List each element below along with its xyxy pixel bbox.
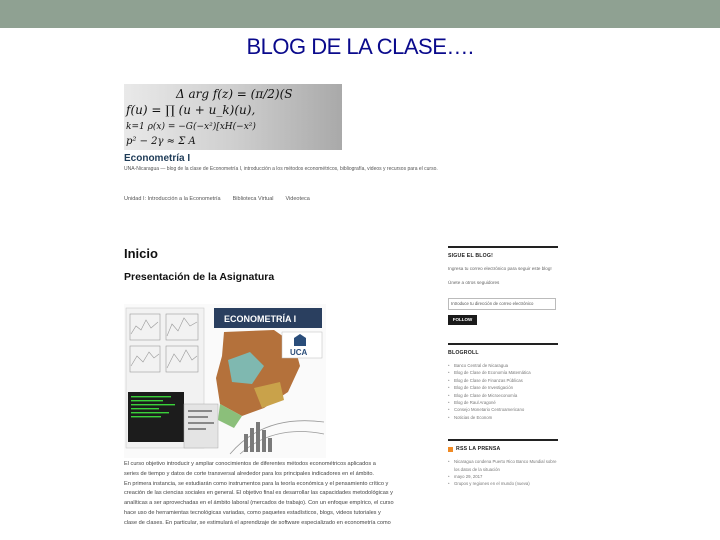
sidebar-divider: [448, 246, 558, 248]
blog-header-banner[interactable]: [124, 84, 342, 150]
email-field[interactable]: Introduce tu dirección de correo electrónico: [448, 298, 556, 310]
slide-title: BLOG DE LA CLASE….: [246, 34, 474, 59]
banner-formula-line: Δ arg f(z) = (π/2)(S: [176, 87, 293, 101]
page-heading: Inicio: [124, 246, 158, 261]
post-title[interactable]: Presentación de la Asignatura: [124, 271, 275, 283]
rss-icon: [448, 447, 453, 452]
collage-graphic: [124, 304, 326, 458]
sidebar-divider: [448, 439, 558, 441]
blog-name[interactable]: Econometría I: [124, 153, 191, 164]
rss-item[interactable]: • Grupos y regiones en el mundo (nueva): [448, 480, 558, 487]
collage-badge-text: ECONOMETRÍA I: [224, 314, 297, 324]
banner-formula-line: p² − 2γ ≈ Σ A: [126, 136, 196, 147]
blog-description: UNA-Nicaragua — blog de la clase de Econometría I, introducción a los métodos econométricos, bibliografía, videos y recursos para el curso.: [124, 166, 438, 172]
banner-formula-line: f(u) = ∏ (u + u_k)(u),: [126, 103, 256, 117]
sidebar-divider: [448, 343, 558, 345]
collage-logo-text: UCA: [290, 348, 308, 357]
post-paragraph-line: clase de clases. En particular, se estimulará el aprendizaje de software especializado en econometría como: [124, 519, 391, 526]
nav-item-unidad-i[interactable]: Unidad I: Introducción a la Econometría: [124, 196, 221, 202]
rss-title-text: RSS LA PRENSA: [456, 446, 501, 453]
rss-item-date: • mayo 29, 2017: [448, 473, 558, 480]
rss-list: [448, 458, 558, 488]
blogroll-link[interactable]: • Blog de Raul Aragoné: [448, 399, 558, 406]
nav-item-biblioteca[interactable]: Biblioteca Virtual: [232, 196, 274, 202]
sidebar: [448, 246, 558, 488]
post-image-collage[interactable]: [124, 304, 326, 458]
blogroll-link[interactable]: • Blog de Clase de Microeconomía: [448, 392, 558, 399]
formula-banner-graphic: [124, 84, 342, 150]
blogroll-title: BLOGROLL: [448, 350, 479, 356]
sidebar-followers-text: Únete a otros seguidores: [448, 280, 500, 285]
main-content: [124, 246, 434, 283]
blogroll-link[interactable]: • Blog de Clase de Investigación: [448, 384, 558, 391]
blogroll-list: [448, 362, 558, 421]
post-paragraph-line: series de tiempo y datos de corte transversal alrededor para los principales indicadores en el ámbito.: [124, 470, 374, 477]
blogroll-link[interactable]: • Blog de Clase de Finanzas Públicas: [448, 377, 558, 384]
rss-item[interactable]: • Nicaragua condena Puerto Rico Banco Mundial sobre los datos de la situación: [448, 458, 558, 473]
blogroll-link[interactable]: • Noticias de Econom: [448, 414, 558, 421]
sidebar-follow-text: Ingresa tu correo electrónico para seguir este blog!: [448, 266, 552, 271]
blog-nav-menu: [124, 196, 310, 202]
rss-section-title: [448, 446, 558, 452]
blogroll-link[interactable]: • Banco Central de Nicaragua: [448, 362, 558, 369]
blogroll-link[interactable]: • Blog de Clase de Economía Matemática: [448, 369, 558, 376]
post-paragraph: [124, 460, 430, 529]
nav-item-videoteca[interactable]: Videoteca: [285, 196, 310, 202]
post-paragraph-line: analíticas a ser aprovechadas en el ámbito laboral (mercados de trabajo). Con un enfoque empírico, el curso: [124, 500, 394, 507]
post-paragraph-line: creación de las ciencias sociales en general. El objetivo final es desarrollar las capacidades metodológicas y: [124, 490, 393, 497]
slide-top-bar: [0, 0, 720, 28]
banner-formula-line: k=1 ρ(x) = −G(−x²)[xH(−x²): [126, 122, 256, 132]
blog-screenshot: [118, 80, 566, 540]
post-paragraph-line: hace uso de herramientas tecnológicas variadas, como paquetes estadísticos, blogs, videos tutoriales y: [124, 509, 381, 516]
sidebar-follow-title: SIGUE EL BLOG!: [448, 253, 494, 259]
blogroll-link[interactable]: • Consejo Monetario Centroamericano: [448, 406, 558, 413]
post-paragraph-line: En primera instancia, se estudiarán como instrumentos para la teoría económica y el pensamiento crítico y: [124, 480, 389, 487]
follow-button[interactable]: FOLLOW: [448, 315, 477, 325]
post-paragraph-line: El curso objetivo introducir y ampliar conocimientos de diferentes métodos econométricos aplicados a: [124, 461, 376, 467]
